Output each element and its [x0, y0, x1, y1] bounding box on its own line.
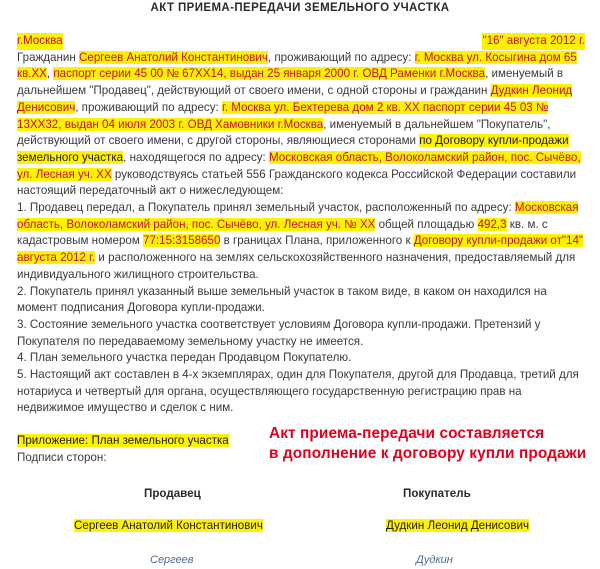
text-fragment: ,: [46, 67, 54, 81]
item-2: 2. Покупатель принял указанный выше земельный участок в таком виде, в каком он находился на момент подписания Договора купли-продажи.: [17, 284, 547, 315]
text-fragment: Гражданин: [17, 50, 79, 64]
contract-field: по Договору купли-продажи земельного участка: [17, 134, 569, 164]
buyer-signature: Дудкин: [416, 554, 453, 566]
text-fragment: , именуемый в дальнейшем "Продавец", действующий от своего имени, с одной стороны и гражданин: [17, 67, 564, 98]
item-3: 3. Состояние земельного участка соответствует условиям Договора купли-продажи. Претензий у Покупателя по передаваемому земельному участку не имеется.: [17, 317, 541, 348]
seller-address-field: г. Москва ул. Косыгина дом 65 кв.XX: [17, 50, 577, 81]
annotation-line-2: в дополнение к договору купли продажи: [269, 445, 587, 462]
area-field: 492,3: [477, 217, 507, 231]
document-title: АКТ ПРИЕМА-ПЕРЕДАЧИ ЗЕМЕЛЬНОГО УЧАСТКА: [150, 2, 450, 14]
text-fragment: кв. м. с кадастровым номером: [17, 217, 548, 248]
seller-passport-field: паспорт серии 45 00 № 67XX14, выдан 25 января 2000 г. ОВД Раменки г.Москва: [53, 67, 486, 81]
annotation-note: [269, 424, 586, 464]
text-fragment: , проживающий по адресу:: [75, 100, 222, 114]
text-fragment: , проживающий по адресу:: [267, 50, 415, 64]
buyer-heading: Покупатель: [403, 487, 471, 500]
text-fragment: , находящегося по адресу:: [123, 150, 270, 164]
item-1: [17, 200, 585, 284]
annotation-line-1: Акт приема-передачи составляется: [269, 425, 545, 442]
seller-signature: Сергеев: [150, 554, 194, 566]
text-fragment: , именуемый в дальнейшем "Покупатель", действующий от своего имени, с другой стороны, являющиеся сторонами: [17, 117, 551, 148]
buyer-address-field: г. Москва ул. Бехтерева дом 2 кв. XX паспорт серии 45 03 № 13XX32, выдан 04 июля 2003 г. ОВД Хамовники г.Москва: [17, 100, 549, 131]
text-fragment: общей площадью: [375, 217, 478, 231]
parties-paragraph: [17, 50, 585, 200]
document-body: [17, 33, 585, 467]
plot-address-field: Московская область, Волоколамский район, пос. Сычёво, ул. Лесная уч. № XX: [17, 201, 579, 231]
contract-reference-field: Договору купли-продажи от"14" августа 2012 г.: [17, 234, 584, 265]
buyer-full-name: Дудкин Леонид Денисович: [386, 519, 530, 532]
city-field: г.Москва: [17, 33, 63, 50]
place-date-row: [17, 33, 585, 50]
buyer-name-field: Дудкин Леонид Денисович: [17, 84, 573, 114]
cadastral-number-field: 77:15:3158650: [143, 234, 221, 248]
text-fragment: руководствуясь статьей 556 Гражданского кодекса Российской Федерации составили настоящий передаточный акт о нижеследующем:: [17, 167, 577, 198]
seller-name-field: Сергеев Анатолий Константинович: [79, 50, 268, 64]
seller-heading: Продавец: [144, 487, 201, 500]
signatures-label: Подписи сторон:: [17, 450, 107, 464]
text-fragment: в границах Плана, приложенного к: [220, 234, 414, 248]
plot-address-field: Московская область, Волоколамский район, пос. Сычёво, ул. Лесная уч. XX: [17, 150, 581, 181]
item-4: 4. План земельного участка передан Продавцом Покупателю.: [17, 351, 352, 365]
seller-full-name: Сергеев Анатолий Константинович: [74, 519, 263, 532]
appendix-field: Приложение: План земельного участка: [17, 434, 229, 448]
date-field: "16" августа 2012 г.: [482, 33, 585, 50]
text-fragment: и расположенного на землях сельскохозяйственного назначения, предоставляемый для индивидуального жилищного строительства.: [17, 251, 576, 281]
text-fragment: 1. Продавец передал, а Покупатель принял земельный участок, расположенный по адресу:: [17, 201, 515, 215]
item-5: 5. Настоящий акт составлен в 4-х экземплярах, один для Покупателя, другой для Продавца, третий для нотариуса и четвертый для органа, осуществляющего государственную регистрацию прав на недвижимое имущество и сделок с ним.: [17, 368, 579, 415]
